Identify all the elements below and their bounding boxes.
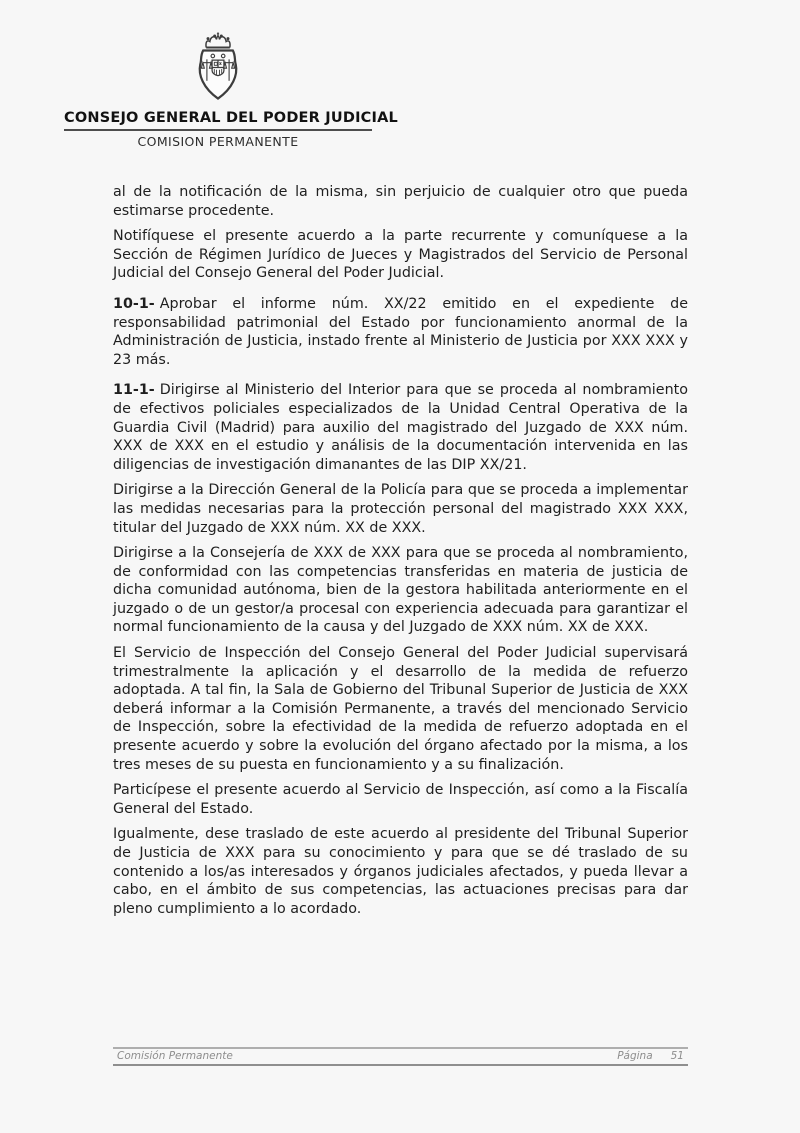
page-number: 51 [670,1050,684,1062]
page-ref [617,1050,684,1062]
document-footer [113,1047,688,1066]
division-name: COMISION PERMANENTE [137,134,299,149]
org-name: CONSEJO GENERAL DEL PODER JUDICIAL [64,110,372,131]
paragraph-text: Aprobar el informe núm. XX/22 emitido en el expediente de responsabilidad patrimonial del Estado por funcionamiento anormal de la Administración de Justicia, instado frente al Ministerio de Justicia por XXX XXX y 23 más. [113,295,688,368]
page-label: Página [617,1050,653,1062]
paragraph-text: al de la notificación de la misma, sin perjuicio de cualquier otro que pueda estimarse procedente. [113,184,688,219]
paragraph [113,227,688,283]
paragraph-text: Dirigirse a la Dirección General de la Policía para que se proceda a implementar las medidas necesarias para la protección personal del magistrado XXX XXX, titular del Juzgado de XXX núm. XX de XXX. [113,482,688,536]
paragraph [113,183,688,220]
paragraph-text: Dirigirse al Ministerio del Interior para que se proceda al nombramiento de efectivos policiales especializados de la Unidad Central Operativa de la Guardia Civil (Madrid) para auxilio del magistrado del Juzgado de XXX núm. XXX de XXX en el estudio y análisis de la documentación intervenida en las diligencias de investigación dimanantes de las DIP XX/21. [113,382,688,473]
footer-left-text: Comisión Permanente [117,1050,233,1062]
paragraph [113,481,688,537]
paragraph-text: Igualmente, dese traslado de este acuerdo al presidente del Tribunal Superior de Justicia de XXX para su conocimiento y para que se dé traslado de su contenido a los/as interesados y órganos judiciales afectados, y pueda llevar a cabo, en el ámbito de sus competencias, las actuaciones precisas para dar pleno cumplimiento a lo acordado. [113,826,688,917]
paragraph-text: Dirigirse a la Consejería de XXX de XXX para que se proceda al nombramiento, de conformidad con las competencias transferidas en materia de justicia de dicha comunidad autónoma, bien de la gestora habilitada anteriormente en el juzgado o de un gestor/a procesal con experiencia adecuada para garantizar el normal funcionamiento de la causa y del Juzgado de XXX núm. XX de XXX. [113,545,688,636]
paragraph-number: 10-1- [113,295,155,312]
document-header [64,26,398,149]
paragraph-text: El Servicio de Inspección del Consejo General del Poder Judicial supervisará trimestralmente la aplicación y el desarrollo de la medida de refuerzo adoptada. A tal fin, la Sala de Gobierno del Tribunal Superior de Justicia de XXX deberá informar a la Comisión Permanente, a través del mencionado Servicio de Inspección, sobre la efectividad de la medida de refuerzo adoptada en el presente acuerdo y sobre la evolución del órgano afectado por la misma, a los tres meses de su puesta en funcionamiento y a su finalización. [113,645,688,773]
document-body [113,183,688,925]
paragraph-text: Particípese el presente acuerdo al Servicio de Inspección, así como a la Fiscalía General del Estado. [113,782,688,817]
paragraph-number: 11-1- [113,382,155,399]
coat-of-arms-logo [181,26,255,106]
paragraph-text: Notifíquese el presente acuerdo a la parte recurrente y comuníquese a la Sección de Régimen Jurídico de Jueces y Magistrados del Servicio de Personal Judicial del Consejo General del Poder Judicial. [113,228,688,282]
paragraph [113,544,688,637]
paragraph [113,644,688,774]
paragraph [113,381,688,474]
paragraph [113,825,688,918]
paragraph [113,781,688,818]
paragraph [113,295,688,369]
